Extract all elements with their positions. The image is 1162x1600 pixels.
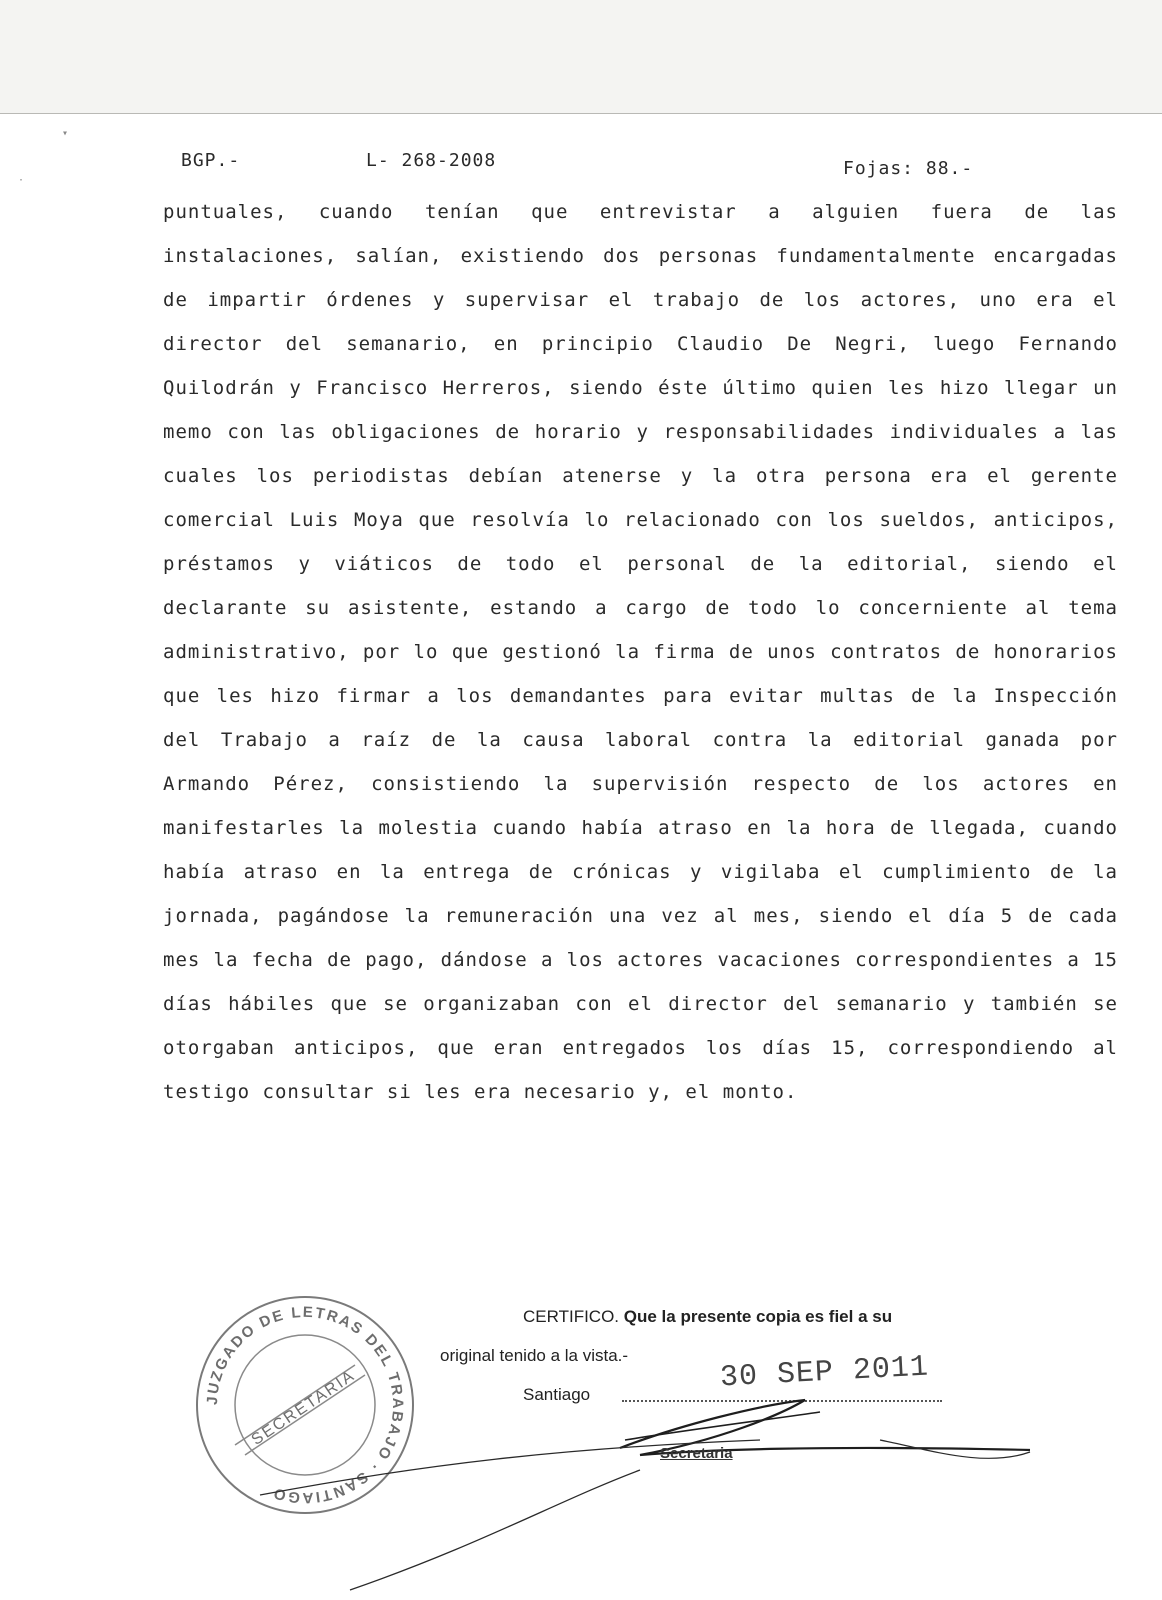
punch-mark: · xyxy=(18,175,25,186)
certification-line-2: original tenido a la vista.- xyxy=(440,1346,629,1365)
signer-role: Secretaria xyxy=(660,1445,733,1462)
certification-line-1 xyxy=(523,1307,892,1327)
case-number: L- 268-2008 xyxy=(366,150,497,171)
header-code: BGP.- xyxy=(181,150,241,171)
seal-center-text: SECRETARIA xyxy=(248,1367,359,1449)
punch-mark: ▾ xyxy=(62,128,69,139)
certification-label: CERTIFICO. xyxy=(523,1307,620,1326)
date-stamp: 30 SEP 2011 xyxy=(719,1350,930,1396)
certification-place: Santiago xyxy=(523,1385,591,1404)
folio-number: Fojas: 88.- xyxy=(843,158,974,179)
declaration-body xyxy=(163,190,1118,1114)
body-paragraph: puntuales, cuando tenían que entrevistar a alguien fuera de las instalaciones, salían, existiendo dos personas fundamentalmente encargadas de impartir órdenes y supervisar el trabajo de los actores, uno era el director del semanario, en principio Claudio De Negri, luego Fernando Quilodrán y Francisco Herreros, siendo éste último quien les hizo llegar un memo con las obligaciones de horario y responsabilidades individuales a las cuales los periodistas debían atenerse y la otra persona era el gerente comercial Luis Moya que resolvía lo relacionado con los sueldos, anticipos, préstamos y viáticos de todo el personal de la editorial, siendo el declarante su asistente, estando a cargo de todo lo concerniente al tema administrativo, por lo que gestionó la firma de unos contratos de honorarios que les hizo firmar a los demandantes para evitar multas de la Inspección del Trabajo a raíz de la causa laboral contra la editorial ganada por Armando Pérez, consistiendo la supervisión respecto de los actores en manifestarles la molestia cuando había atraso en la hora de llegada, cuando había atraso en la entrega de crónicas y vigilaba el cumplimiento de la jornada, pagándose la remuneración una vez al mes, siendo el día 5 de cada mes la fecha de pago, dándose a los actores vacaciones correspondientes a 15 días hábiles que se organizaban con el director del semanario y también se otorgaban anticipos, que eran entregados los días 15, correspondiendo al testigo consultar si les era necesario y, el monto. xyxy=(163,201,1118,1103)
scan-top-margin xyxy=(0,0,1162,114)
signature-icon xyxy=(0,1380,1162,1600)
seal-ring-text: JUZGADO DE LETRAS DEL TRABAJO · SANTIAGO xyxy=(203,1303,407,1507)
certification-text: Que la presente copia es fiel a su xyxy=(623,1307,893,1326)
